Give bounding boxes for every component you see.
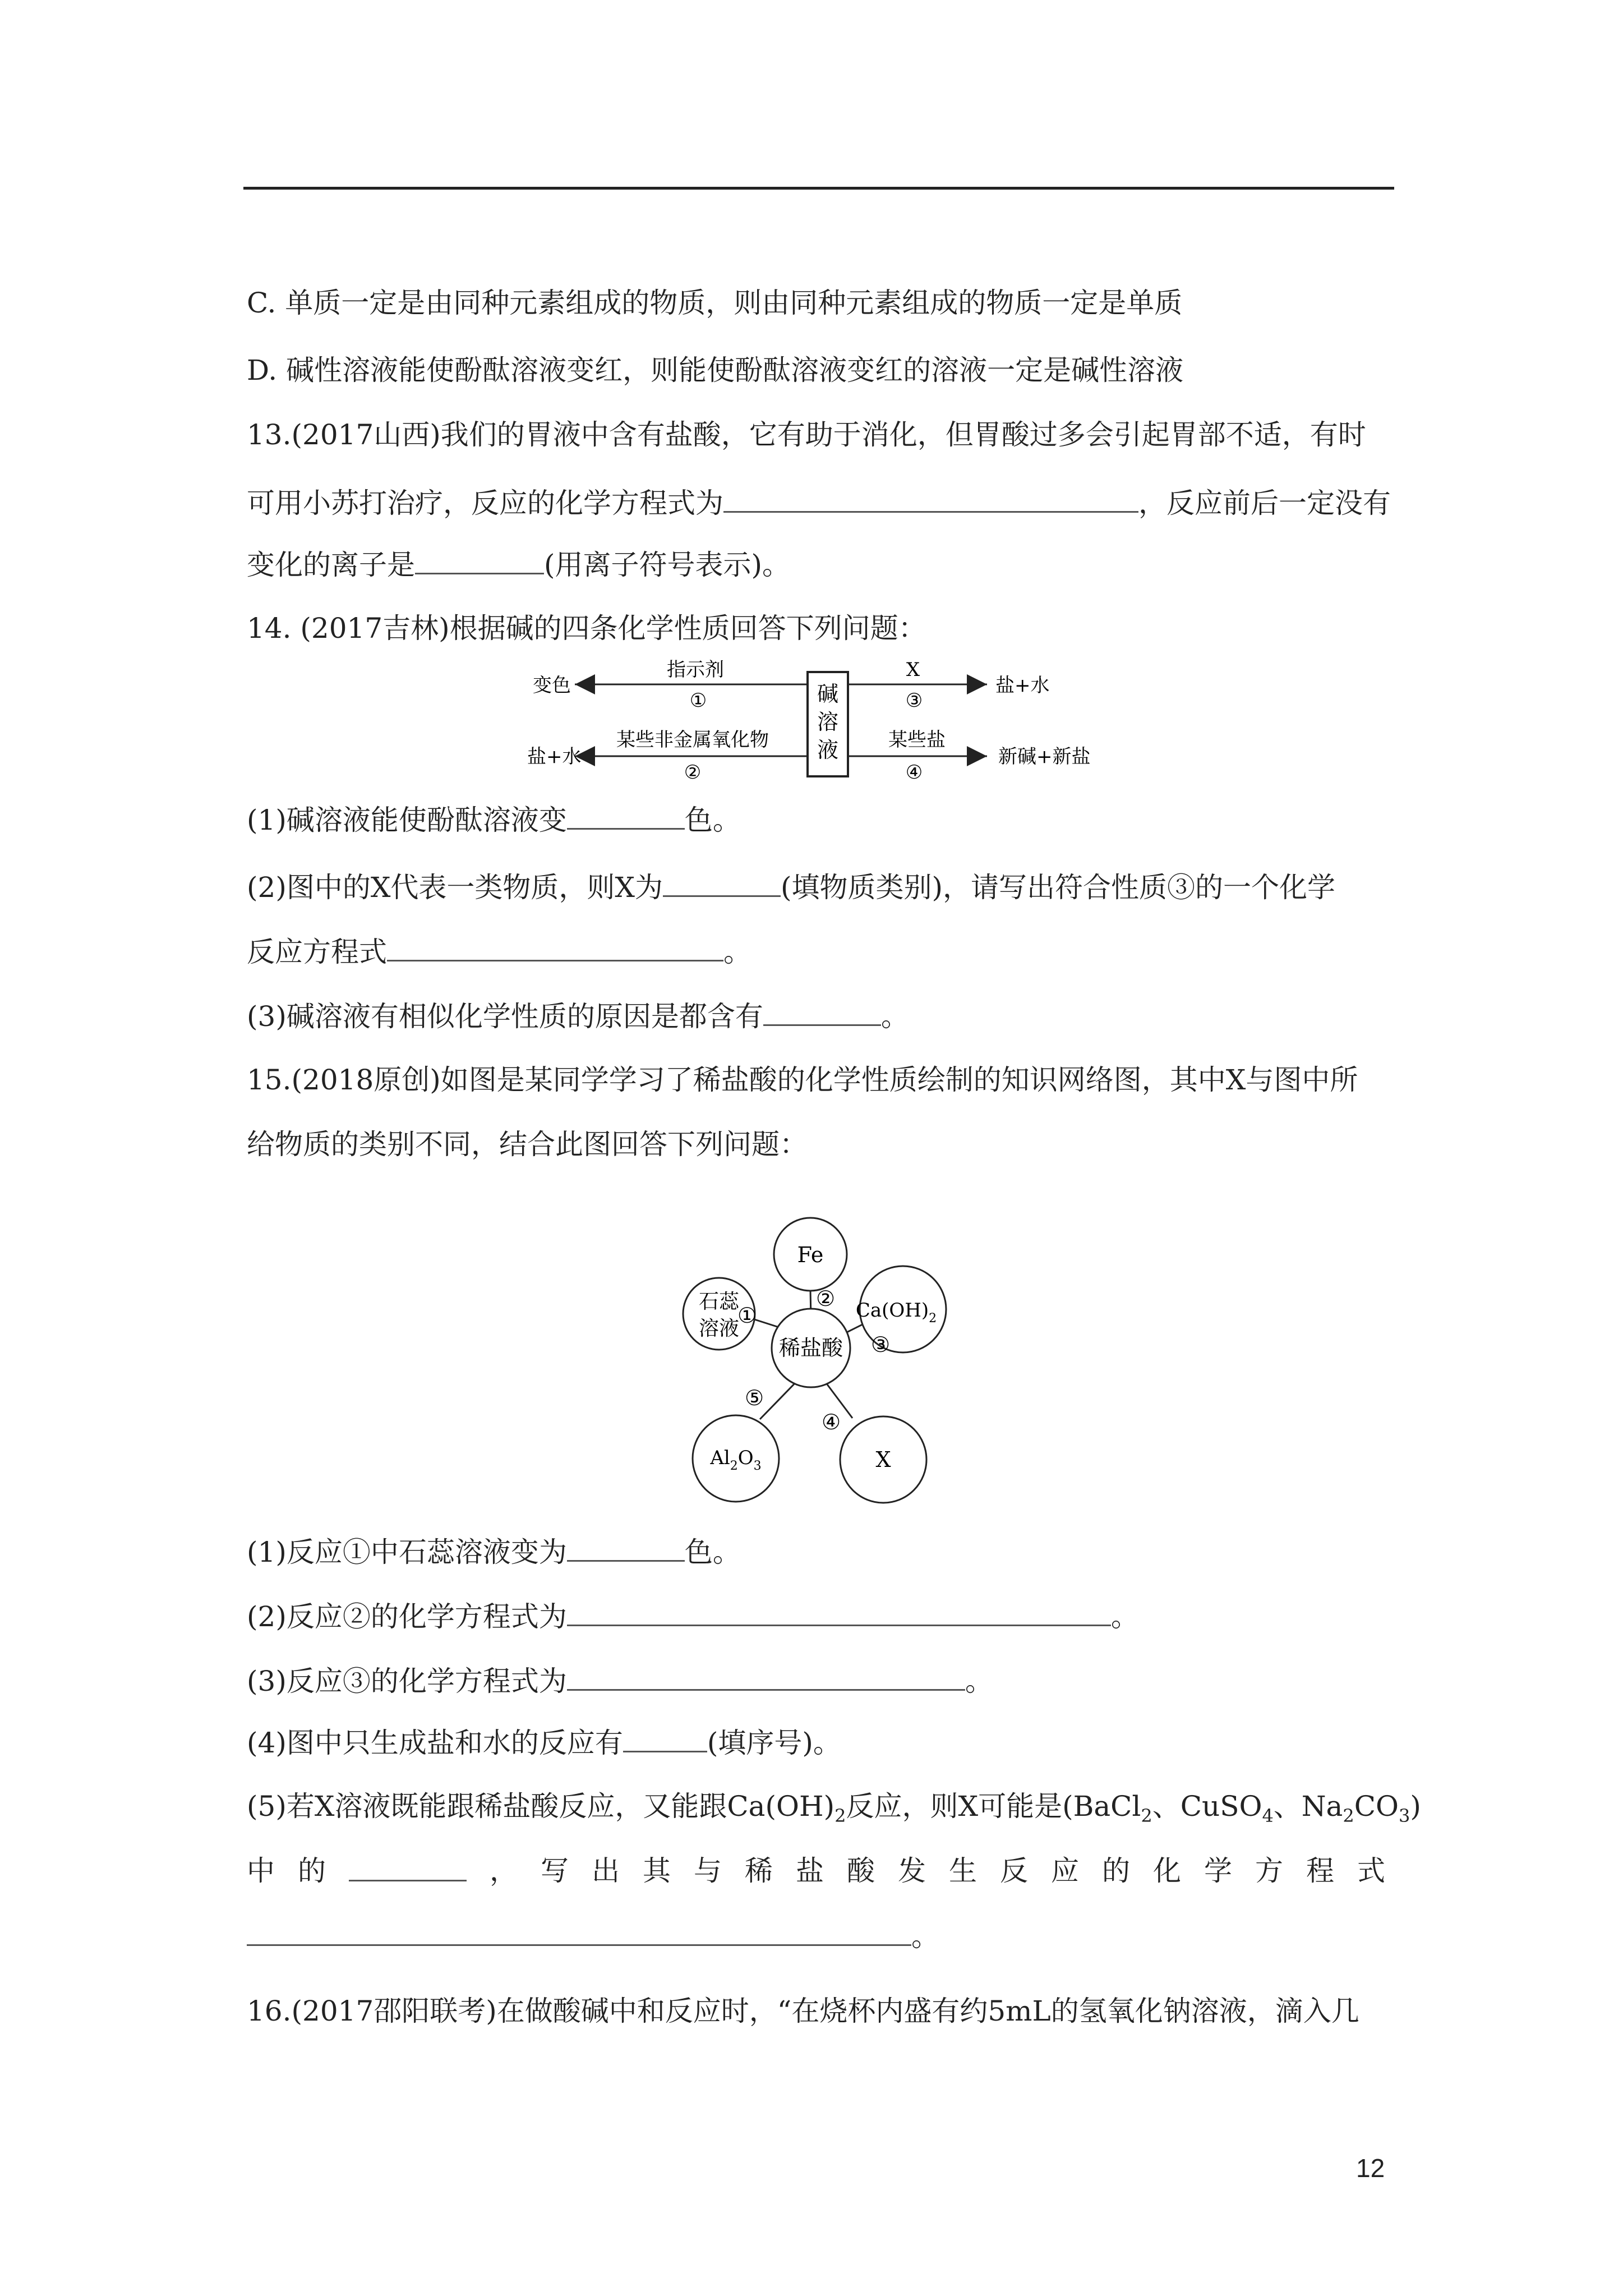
q13-text-d: (用离子符号表示)。 — [544, 549, 791, 581]
q15-line2: 给物质的类别不同，结合此图回答下列问题： — [247, 1128, 808, 1161]
q15-5 — [247, 1789, 1421, 1833]
q15-4-text: (4)图中只生成盐和水的反应有 — [247, 1727, 623, 1759]
q15-4-tail: (填序号)。 — [707, 1727, 841, 1759]
answer-blank — [567, 1599, 1111, 1626]
q14-2 — [247, 869, 1335, 904]
base-property-diagram — [505, 645, 1122, 791]
q13-text-c: 变化的离子是 — [247, 549, 415, 581]
q15-5b-char: 应 — [1051, 1855, 1079, 1887]
node-litmus-label-2: 溶液 — [698, 1317, 740, 1340]
q15-5b-char: 写 — [541, 1855, 569, 1887]
q13-line2 — [247, 485, 1391, 520]
answer-blank — [415, 547, 544, 574]
q15-5b-char: 与 — [694, 1855, 722, 1887]
q15-5b-char: 方 — [1255, 1855, 1283, 1887]
q15-5-text-c: 、CuSO — [1152, 1790, 1262, 1823]
node-x-label: X — [875, 1447, 891, 1472]
center-char: 液 — [817, 738, 839, 762]
q14-line1: 14. (2017吉林)根据碱的四条化学性质回答下列问题： — [247, 612, 926, 645]
q15-5b-char: 程 — [1306, 1855, 1334, 1887]
label-indicator: 指示剂 — [667, 659, 724, 681]
q15-5b-char: 学 — [1204, 1855, 1232, 1887]
q15-5b-char: 式 — [1357, 1855, 1385, 1887]
subscript: 3 — [1398, 1805, 1410, 1826]
answer-blank — [763, 999, 881, 1026]
q15-5b-char: 出 — [592, 1855, 620, 1887]
node-hcl-label: 稀盐酸 — [778, 1336, 843, 1360]
answer-blank — [567, 802, 685, 830]
q14-3-tail: 。 — [880, 1000, 909, 1033]
q15-5b-char: 化 — [1153, 1855, 1181, 1887]
label-nonmetal-oxide: 某些非金属氧化物 — [616, 729, 769, 751]
q15-1-tail: 色。 — [684, 1536, 741, 1568]
q15-3 — [247, 1663, 993, 1698]
node-al2o3 — [693, 1415, 779, 1502]
q15-5b-char: 生 — [949, 1855, 977, 1887]
q15-1-text: (1)反应①中石蕊溶液变为 — [247, 1536, 567, 1568]
subscript: 2 — [1343, 1805, 1354, 1826]
reaction-num-2: ② — [815, 1286, 836, 1311]
num-2: ② — [684, 761, 702, 784]
q14-3 — [247, 999, 909, 1033]
answer-blank — [387, 934, 723, 961]
q15-5-text-e: CO — [1354, 1790, 1399, 1823]
q15-3-tail: 。 — [965, 1665, 993, 1697]
node-al2o3-label: $Al_2O_3$ — [710, 1447, 762, 1473]
label-x: X — [906, 659, 920, 681]
center-char: 碱 — [817, 682, 839, 706]
label-salt: 某些盐 — [888, 729, 946, 751]
answer-blank — [663, 869, 781, 897]
answer-blank — [247, 1918, 911, 1946]
num-3: ③ — [905, 689, 923, 712]
answer-blank — [567, 1534, 685, 1562]
q15-5b-char: 酸 — [847, 1855, 875, 1887]
q14-2b — [247, 934, 751, 969]
q15-5b-char: 稀 — [745, 1855, 773, 1887]
q16-line1: 16.(2017邵阳联考)在做酸碱中和反应时，“在烧杯内盛有约5mL的氢氧化钠溶液，滴入几 — [247, 1995, 1359, 2027]
q15-5b-char: 的 — [298, 1855, 326, 1887]
q14-2b-tail: 。 — [723, 936, 751, 968]
q15-line1: 15.(2018原创)如图是某同学学习了稀盐酸的化学性质绘制的知识网络图，其中X与图中所 — [247, 1064, 1358, 1096]
q14-2-tail: (填物质类别)，请写出符合性质③的一个化学 — [781, 871, 1336, 904]
header-rule — [243, 187, 1394, 190]
q15-5-text-b: 反应，则X可能是(BaCl — [846, 1790, 1141, 1823]
result-salt-water: 盐+水 — [527, 746, 582, 768]
q13-line1: 13.(2017山西)我们的胃液中含有盐酸，它有助于消化，但胃酸过多会引起胃部不适，有时 — [247, 418, 1366, 451]
reaction-num-3: ③ — [870, 1332, 891, 1357]
subscript: 4 — [1262, 1805, 1274, 1826]
reaction-num-4: ④ — [821, 1410, 841, 1434]
q14-1-tail: 色。 — [684, 804, 741, 836]
q15-5b-char: 发 — [898, 1855, 926, 1887]
subscript: 2 — [834, 1805, 846, 1826]
q13-text-a: 可用小苏打治疗，反应的化学方程式为 — [247, 487, 723, 519]
hydrochloric-acid-network-diagram — [617, 1184, 1009, 1509]
q15-5b-char: ， — [490, 1855, 518, 1887]
option-c: C. 单质一定是由同种元素组成的物质，则由同种元素组成的物质一定是单质 — [247, 287, 1183, 319]
reaction-num-5: ⑤ — [744, 1386, 764, 1410]
q14-1-text: (1)碱溶液能使酚酞溶液变 — [247, 804, 567, 836]
q14-2-text: (2)图中的X代表一类物质，则X为 — [247, 871, 663, 904]
reaction-num-1: ① — [737, 1303, 757, 1328]
q15-5c — [247, 1918, 939, 1953]
answer-blank — [567, 1663, 965, 1691]
q15-5b-char: 的 — [1102, 1855, 1130, 1887]
answer-blank — [723, 485, 1138, 513]
num-1: ① — [689, 689, 707, 712]
q14-1 — [247, 802, 741, 837]
q15-2-tail: 。 — [1110, 1600, 1139, 1633]
q15-5b-char: 其 — [643, 1855, 671, 1887]
q15-5-text-d: 、Na — [1273, 1790, 1343, 1823]
q15-2-text: (2)反应②的化学方程式为 — [247, 1600, 567, 1633]
q15-5b — [247, 1854, 1385, 1888]
q15-5-text: (5)若X溶液既能跟稀盐酸反应，又能跟Ca(OH) — [247, 1790, 835, 1823]
q15-3-text: (3)反应③的化学方程式为 — [247, 1665, 567, 1697]
option-d: D. 碱性溶液能使酚酞溶液变红，则能使酚酞溶液变红的溶液一定是碱性溶液 — [247, 354, 1184, 386]
page-number: 12 — [1356, 2154, 1385, 2183]
subscript: 2 — [1141, 1805, 1152, 1826]
node-litmus-label-1: 石蕊 — [698, 1290, 740, 1313]
answer-blank — [349, 1854, 467, 1881]
answer-blank — [623, 1725, 707, 1752]
node-fe-label: Fe — [797, 1243, 824, 1267]
q14-2b-text: 反应方程式 — [247, 936, 387, 968]
result-color-change: 变色 — [533, 674, 571, 697]
q15-5-text-f: ) — [1410, 1790, 1421, 1823]
q14-3-text: (3)碱溶液有相似化学性质的原因是都含有 — [247, 1000, 763, 1033]
q15-5b-char: 盐 — [796, 1855, 824, 1887]
q13-line3 — [247, 547, 790, 582]
q15-1 — [247, 1534, 741, 1569]
num-4: ④ — [905, 761, 923, 784]
q15-5b-char: 中 — [247, 1855, 275, 1887]
q15-4 — [247, 1725, 841, 1760]
q15-5b-char: 反 — [1000, 1855, 1028, 1887]
result-new-base-salt: 新碱+新盐 — [998, 746, 1091, 768]
node-caoh2-label: $Ca(OH)_2$ — [855, 1299, 937, 1326]
result-salt-water-right: 盐+水 — [995, 674, 1050, 697]
q13-text-b: ，反应前后一定没有 — [1138, 487, 1391, 519]
q15-5c-tail: 。 — [911, 1920, 939, 1953]
q15-2 — [247, 1599, 1139, 1634]
center-char: 溶 — [817, 710, 839, 734]
